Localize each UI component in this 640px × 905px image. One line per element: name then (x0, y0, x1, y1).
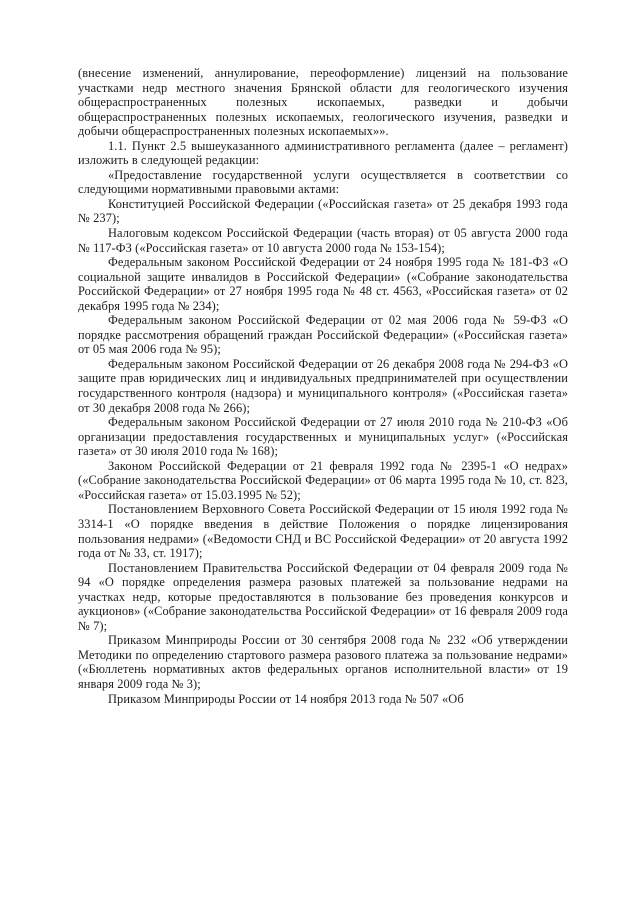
paragraph-item-1-1: 1.1. Пункт 2.5 вышеуказанного административного регламента (далее – регламент) изложить в следующей редакции: (78, 138, 568, 168)
paragraph-intro-continuation: (внесение изменений, аннулирование, переоформление) лицензий на пользование участками недр местного значения Брянской области для геологического изучения общераспространенных полезных ископаемых, разведки и добычи общераспространенных полезных ископаемых, геологического изучения, разведки и добычи общераспространенных полезных ископаемых»». (78, 66, 568, 139)
paragraph-law-on-subsoil: Законом Российской Федерации от 21 февраля 1992 года № 2395-1 «О недрах» («Собрание законодательства Российской Федерации» от 06 марта 1995 года № 10, ст. 823, «Российская газета» от 15.03.1995 № 52); (78, 458, 568, 502)
paragraph-law-294-fz: Федеральным законом Российской Федерации от 26 декабря 2008 года № 294-ФЗ «О защите прав юридических лиц и индивидуальных предпринимателей при осуществлении государственного контроля (надзора) и муниципального контроля» («Российская газета» от 30 декабря 2008 года № 266); (78, 356, 568, 415)
document-page (78, 66, 568, 706)
paragraph-law-181-fz: Федеральным законом Российской Федерации от 24 ноября 1995 года № 181-ФЗ «О социальной защите инвалидов в Российской Федерации» («Собрание законодательства Российской Федерации» от 27 ноября 1995 года № 48 ст. 4563, «Российская газета» от 02 декабря 1995 года № 234); (78, 255, 568, 313)
paragraph-order-507: Приказом Минприроды России от 14 ноября 2013 года № 507 «Об (108, 691, 464, 706)
paragraph-law-59-fz: Федеральным законом Российской Федерации от 02 мая 2006 года № 59-ФЗ «О порядке рассмотрения обращений граждан Российской Федерации» («Российская газета» от 05 мая 2006 года № 95); (78, 313, 568, 357)
paragraph-law-210-fz: Федеральным законом Российской Федерации от 27 июля 2010 года № 210-ФЗ «Об организации предоставления государственных и муниципальных услуг» («Российская газета» от 30 июля 2010 года № 168); (78, 415, 568, 459)
paragraph-order-232: Приказом Минприроды России от 30 сентября 2008 года № 232 «Об утверждении Методики по определению стартового размера разового платежа за пользование недрами» («Бюллетень нормативных актов федеральных органов исполнительной власти» от 19 января 2009 года № 3); (78, 633, 568, 691)
paragraph-constitution: Конституцией Российской Федерации («Российская газета» от 25 декабря 1993 года № 237); (78, 196, 568, 226)
paragraph-government-resolution-94: Постановлением Правительства Российской Федерации от 04 февраля 2009 года № 94 «О порядке определения размера разовых платежей за пользование недрами на участках недр, которые предоставляются в пользование без проведения конкурсов и аукционов» («Собрание законодательства Российской Федерации» от 16 февраля 2009 года № 7); (78, 560, 568, 633)
paragraph-supreme-soviet-resolution: Постановлением Верховного Совета Российской Федерации от 15 июля 1992 года № 3314-1 «О порядке введения в действие Положения о порядке лицензирования пользования недрами» («Ведомости СНД и ВС Российской Федерации» от 20 августа 1992 года от № 33, ст. 1917); (78, 502, 568, 561)
paragraph-new-wording: «Предоставление государственной услуги осуществляется в соответствии со следующими нормативными правовыми актами: (78, 167, 568, 197)
paragraph-tax-code: Налоговым кодексом Российской Федерации (часть вторая) от 05 августа 2000 года № 117-ФЗ («Российская газета» от 10 августа 2000 года № 153-154); (78, 226, 568, 255)
